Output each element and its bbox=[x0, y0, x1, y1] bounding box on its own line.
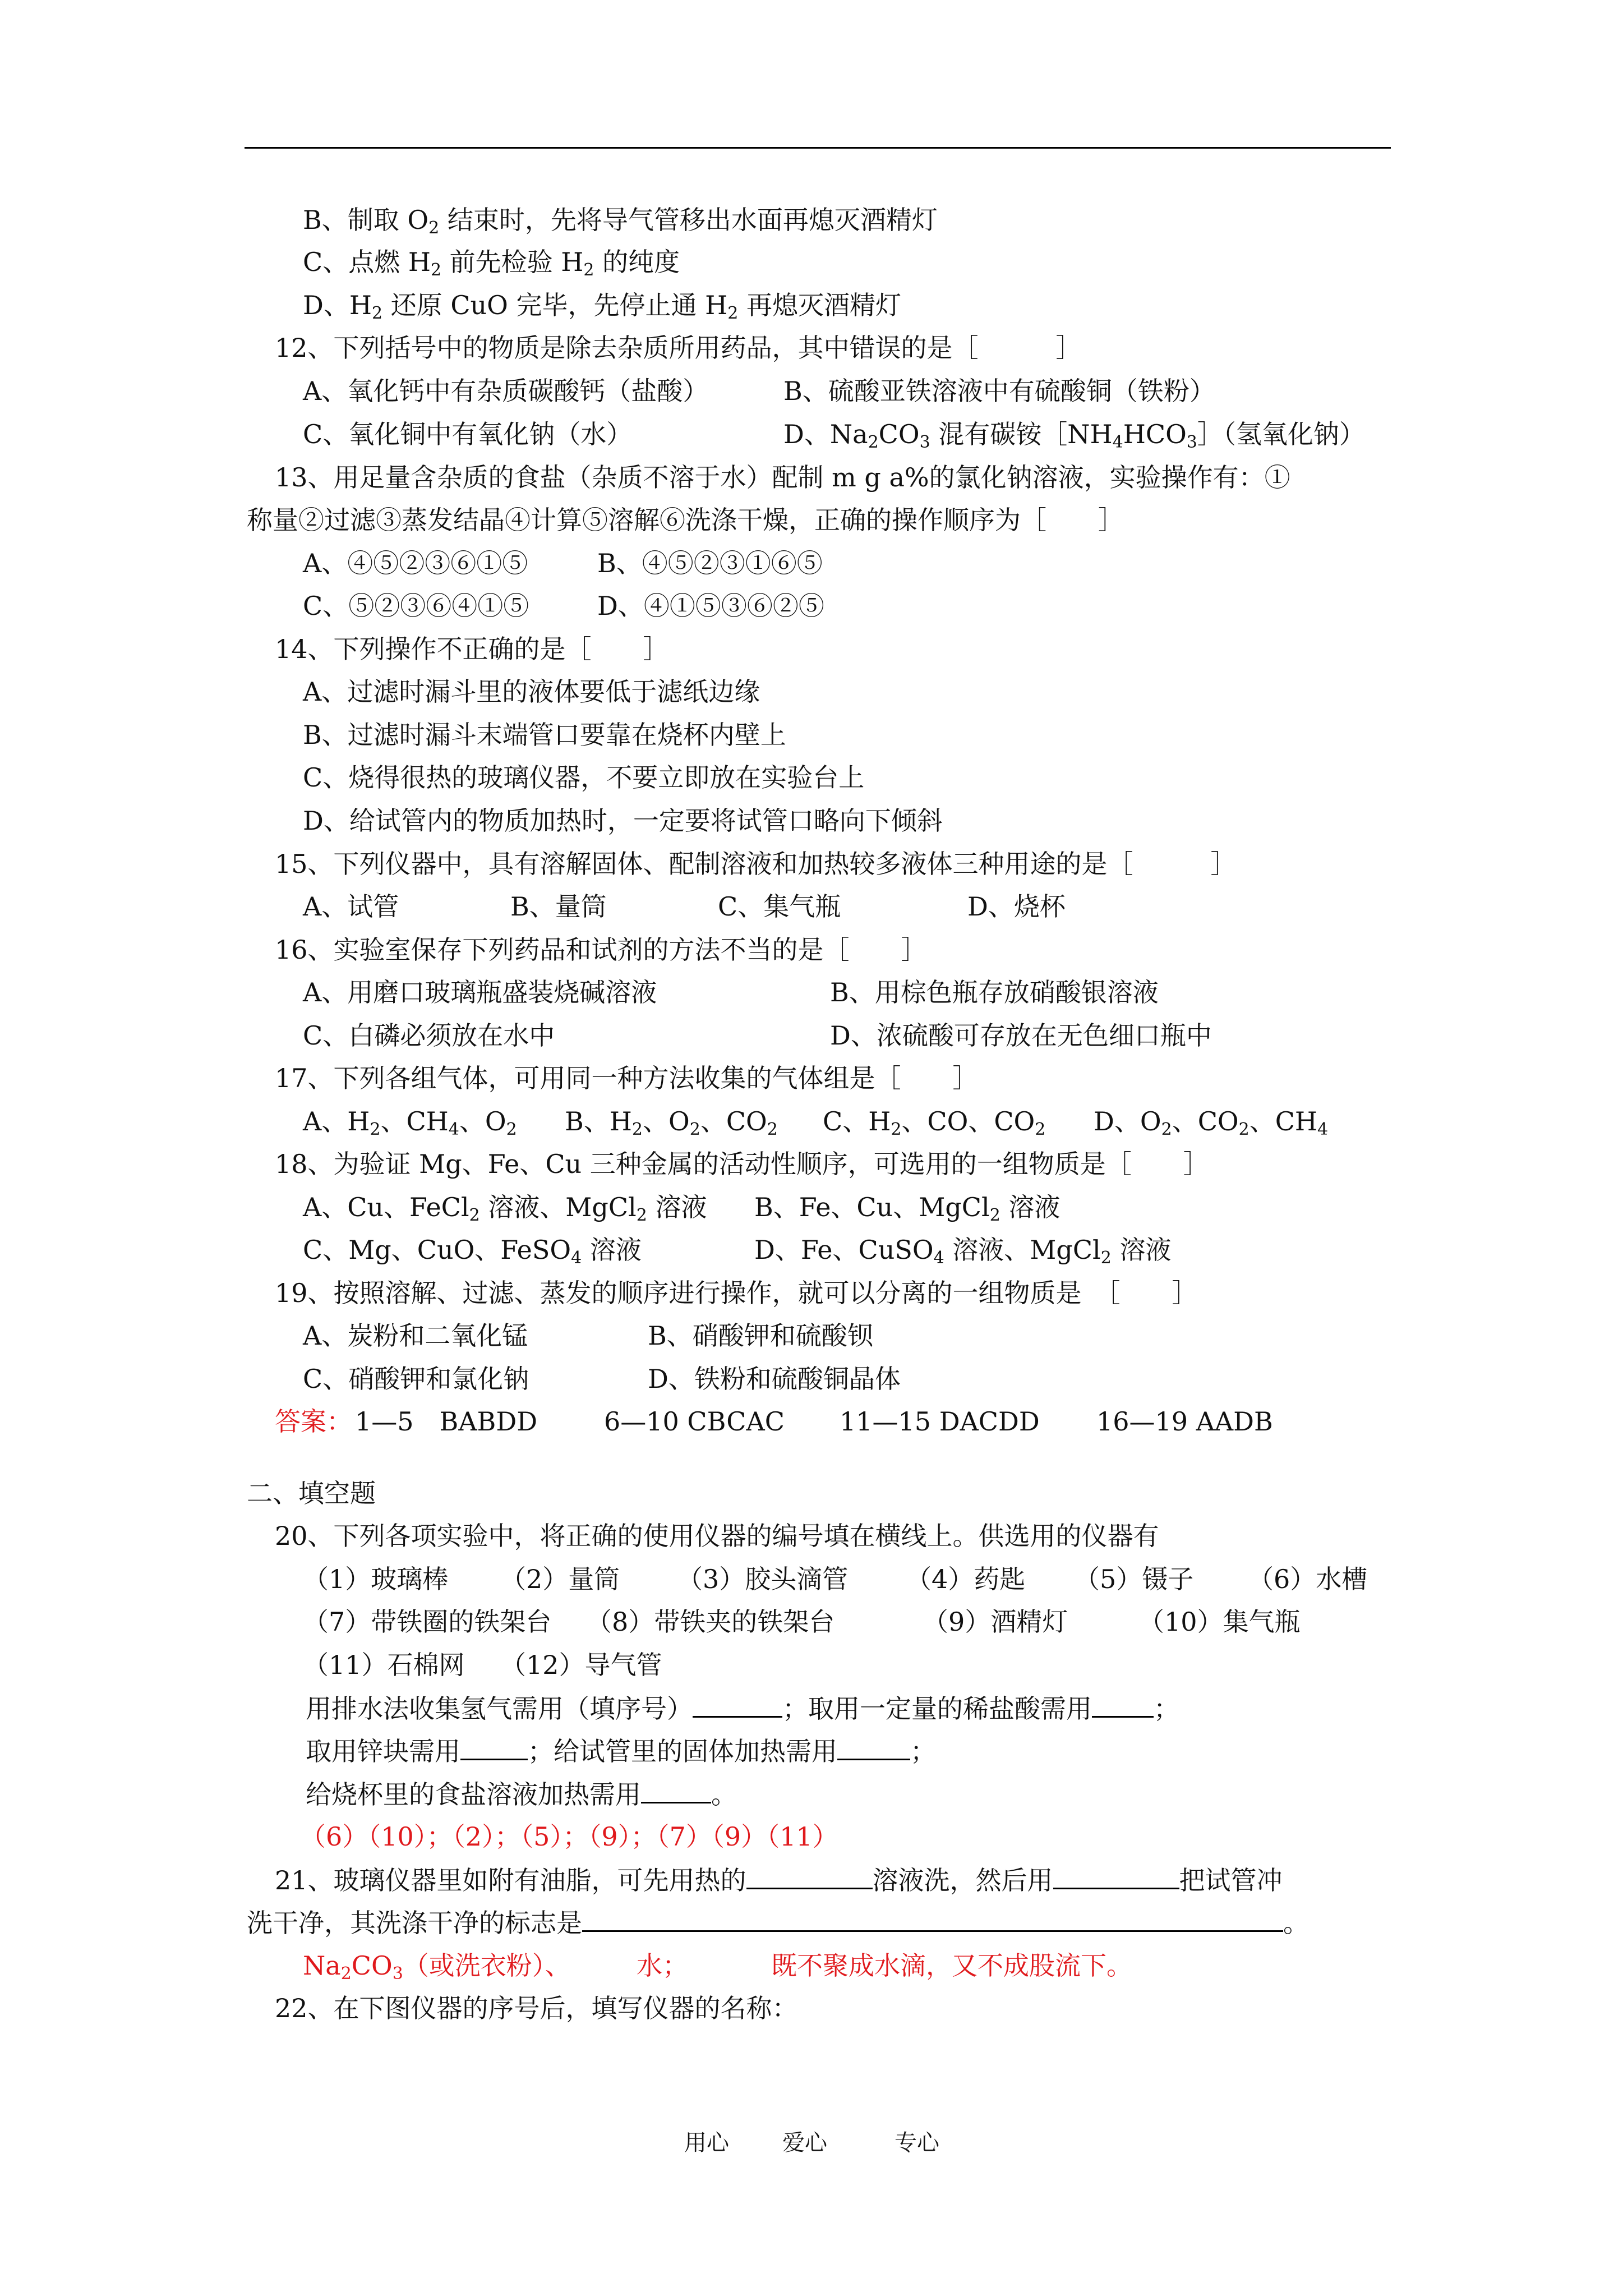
q20-blank-2[interactable] bbox=[1092, 1691, 1154, 1718]
answer-group-1: 1—5 BABDD bbox=[355, 1406, 538, 1437]
q17-stem: 17、下列各组气体，可用同一种方法收集的气体组是［ ］ bbox=[275, 1063, 979, 1093]
q20-prompt-1: 用排水法收集氢气需用（填序号） ；取用一定量的稀盐酸需用 ； bbox=[306, 1691, 1179, 1726]
q20-blank-3[interactable] bbox=[460, 1734, 528, 1760]
q16-stem: 16、实验室保存下列药品和试剂的方法不当的是［ ］ bbox=[275, 935, 927, 965]
q19-option-d: D、铁粉和硫酸铜晶体 bbox=[648, 1364, 901, 1394]
q20-item-2: （2）量筒 bbox=[500, 1564, 620, 1594]
q12-stem: 12、下列括号中的物质是除去杂质所用药品，其中错误的是［ ］ bbox=[275, 333, 1082, 363]
q11-option-d: D、$H_2$ 还原 CuO 完毕，先停止通 $H_2$ 再熄灭酒精灯 bbox=[303, 290, 901, 323]
q17-option-a: A、$H_2$、$CH_4$、$O_2$ bbox=[303, 1106, 517, 1139]
q19-option-a: A、炭粉和二氧化锰 bbox=[303, 1320, 528, 1351]
q20-item-6: （6）水槽 bbox=[1248, 1564, 1368, 1594]
answer-group-4: 16—19 AADB bbox=[1096, 1406, 1273, 1437]
q15-option-b: B、量筒 bbox=[510, 891, 607, 922]
q20-item-1: （1）玻璃棒 bbox=[303, 1564, 449, 1594]
q13-option-b: B、④⑤②③①⑥⑤ bbox=[597, 548, 823, 578]
q18-option-a: A、Cu、FeCl$_2$ 溶液、MgCl$_2$ 溶液 bbox=[303, 1192, 707, 1225]
q21-line-1: 21、玻璃仪器里如附有油脂，可先用热的 溶液洗，然后用 把试管冲 bbox=[275, 1863, 1283, 1897]
q20-prompt-3: 给烧杯里的食盐溶液加热需用 。 bbox=[306, 1777, 737, 1811]
q21-line-2: 洗干净，其洗涤干净的标志是 。 bbox=[247, 1906, 1309, 1940]
q17-option-b: B、$H_2$、$O_2$、$CO_2$ bbox=[565, 1106, 778, 1139]
footer-word-3: 专心 bbox=[895, 2130, 939, 2156]
q19-option-b: B、硝酸钾和硫酸钡 bbox=[648, 1320, 873, 1351]
q14-stem: 14、下列操作不正确的是［ ］ bbox=[275, 634, 669, 664]
q21-blank-1[interactable] bbox=[746, 1863, 873, 1889]
footer-word-1: 用心 bbox=[684, 2130, 729, 2156]
q12-option-c: C、氧化铜中有氧化钠（水） bbox=[303, 419, 633, 449]
q15-option-c: C、集气瓶 bbox=[718, 891, 841, 922]
q12-option-d: D、$Na_2CO_3$ 混有碳铵$[NH_4HCO_3]$（氢氧化钠） bbox=[783, 419, 1365, 452]
q20-item-3: （3）胶头滴管 bbox=[677, 1564, 849, 1594]
q18-option-d: D、Fe、CuSO$_4$ 溶液、MgCl$_2$ 溶液 bbox=[754, 1235, 1172, 1268]
q20-blank-4[interactable] bbox=[837, 1734, 910, 1760]
q14-option-b: B、过滤时漏斗末端管口要靠在烧杯内壁上 bbox=[303, 720, 786, 750]
q20-item-5: （5）镊子 bbox=[1074, 1564, 1194, 1594]
q21-blank-3[interactable] bbox=[582, 1906, 1283, 1932]
q14-option-a: A、过滤时漏斗里的液体要低于滤纸边缘 bbox=[303, 677, 760, 707]
q21-blank-2[interactable] bbox=[1053, 1863, 1179, 1889]
q13-option-c: C、⑤②③⑥④①⑤ bbox=[303, 591, 529, 621]
footer-word-2: 爱心 bbox=[782, 2130, 827, 2156]
answer-group-2: 6—10 CBCAC bbox=[604, 1406, 785, 1437]
q11-option-b: B、制取 $O_2$ 结束时，先将导气管移出水面再熄灭酒精灯 bbox=[303, 205, 938, 238]
q13-stem-line2: 称量②过滤③蒸发结晶④计算⑤溶解⑥洗涤干燥，正确的操作顺序为［ ］ bbox=[247, 505, 1124, 535]
q20-item-9: （9）酒精灯 bbox=[923, 1607, 1068, 1637]
q16-option-b: B、用棕色瓶存放硝酸银溶液 bbox=[830, 977, 1159, 1007]
q15-option-d: D、烧杯 bbox=[967, 891, 1066, 922]
q15-stem: 15、下列仪器中，具有溶解固体、配制溶液和加热较多液体三种用途的是［ ］ bbox=[275, 849, 1237, 879]
q19-stem: 19、按照溶解、过滤、蒸发的顺序进行操作，就可以分离的一组物质是 ［ ］ bbox=[275, 1278, 1198, 1308]
q18-option-b: B、Fe、Cu、MgCl$_2$ 溶液 bbox=[754, 1192, 1061, 1225]
q18-option-c: C、Mg、CuO、FeSO$_4$ 溶液 bbox=[303, 1235, 642, 1268]
q15-option-a: A、试管 bbox=[303, 891, 399, 922]
q20-blank-1[interactable] bbox=[693, 1691, 782, 1718]
q16-option-a: A、用磨口玻璃瓶盛装烧碱溶液 bbox=[303, 977, 657, 1007]
q20-item-7: （7）带铁圈的铁架台 bbox=[303, 1607, 552, 1637]
q21-answer-1: $Na_2CO_3$（或洗衣粉）、 bbox=[303, 1950, 571, 1984]
q12-option-a: A、氧化钙中有杂质碳酸钙（盐酸） bbox=[303, 376, 709, 406]
q13-stem-line1: 13、用足量含杂质的食盐（杂质不溶于水）配制 m g a%的氯化钠溶液，实验操作有：① bbox=[275, 462, 1290, 493]
q19-option-c: C、硝酸钾和氯化钠 bbox=[303, 1364, 529, 1394]
answer-label: 答案： bbox=[275, 1406, 352, 1437]
q11-option-c: C、点燃 $H_2$ 前先检验 $H_2$ 的纯度 bbox=[303, 247, 680, 280]
q16-option-d: D、浓硫酸可存放在无色细口瓶中 bbox=[830, 1020, 1212, 1051]
q20-item-10: （10）集气瓶 bbox=[1138, 1607, 1301, 1637]
q16-option-c: C、白磷必须放在水中 bbox=[303, 1020, 555, 1051]
q22-stem: 22、在下图仪器的序号后，填写仪器的名称： bbox=[275, 1993, 798, 2023]
header-rule bbox=[245, 147, 1391, 149]
q21-answer-2: 水； bbox=[637, 1950, 688, 1981]
answer-group-3: 11—15 DACDD bbox=[840, 1406, 1040, 1437]
q21-answer-3: 既不聚成水滴，又不成股流下。 bbox=[771, 1950, 1132, 1981]
q20-answer: （6）（10）；（2）；（5）；（9）；（7）（9）（11） bbox=[300, 1821, 838, 1852]
q17-option-d: D、$O_2$、$CO_2$、$CH_4$ bbox=[1094, 1106, 1329, 1139]
q20-stem: 20、下列各项实验中，将正确的使用仪器的编号填在横线上。供选用的仪器有 bbox=[275, 1521, 1159, 1551]
q17-option-c: C、$H_2$、CO、$CO_2$ bbox=[823, 1106, 1046, 1139]
q20-prompt-2: 取用锌块需用 ；给试管里的固体加热需用 ； bbox=[306, 1734, 936, 1768]
q14-option-c: C、烧得很热的玻璃仪器，不要立即放在实验台上 bbox=[303, 762, 865, 793]
q20-item-8: （8）带铁夹的铁架台 bbox=[586, 1607, 835, 1637]
q13-option-d: D、④①⑤③⑥②⑤ bbox=[597, 591, 824, 621]
section-title: 二、填空题 bbox=[247, 1478, 376, 1508]
q18-stem: 18、为验证 Mg、Fe、Cu 三种金属的活动性顺序，可选用的一组物质是［ ］ bbox=[275, 1149, 1209, 1179]
q20-blank-5[interactable] bbox=[641, 1777, 711, 1803]
q20-item-11: （11）石棉网 bbox=[303, 1650, 465, 1680]
q12-option-b: B、硫酸亚铁溶液中有硫酸铜（铁粉） bbox=[783, 376, 1215, 406]
q20-item-12: （12）导气管 bbox=[500, 1650, 662, 1680]
q14-option-d: D、给试管内的物质加热时，一定要将试管口略向下倾斜 bbox=[303, 806, 943, 836]
q20-item-4: （4）药匙 bbox=[906, 1564, 1026, 1594]
q13-option-a: A、④⑤②③⑥①⑤ bbox=[303, 548, 528, 578]
